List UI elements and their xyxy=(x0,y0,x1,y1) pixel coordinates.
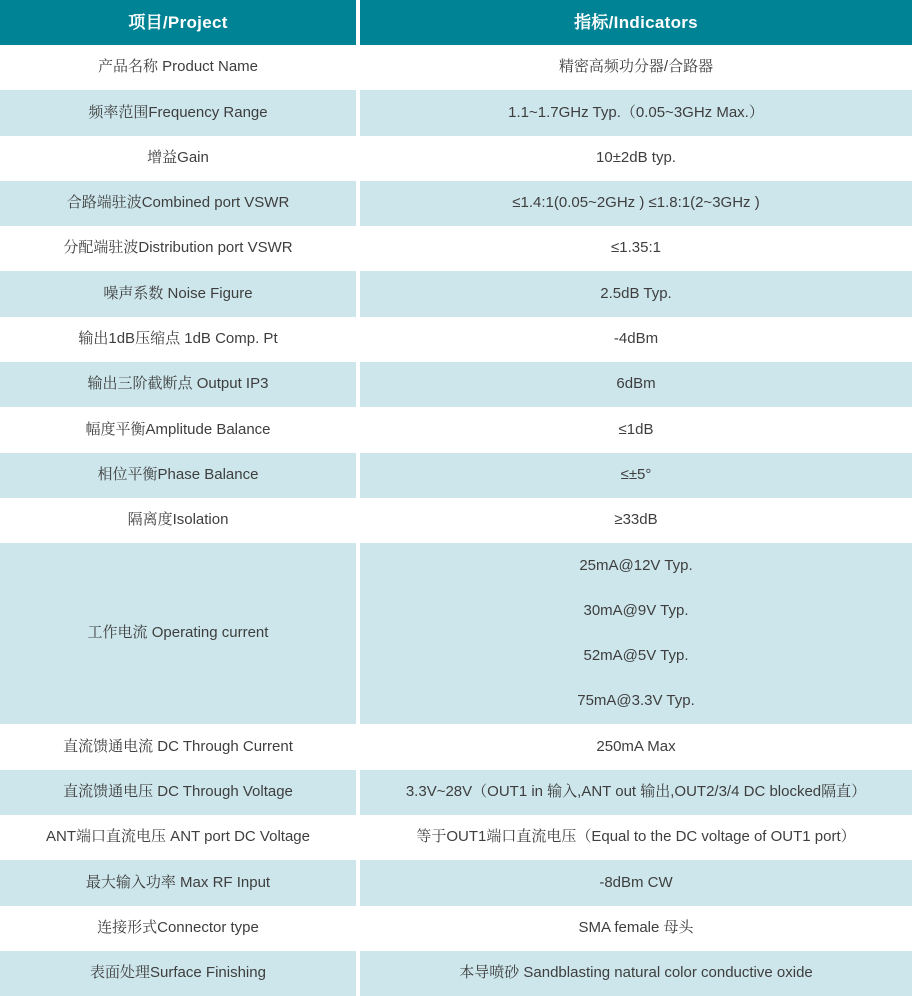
table-row xyxy=(0,906,912,951)
indicator-cell: 3.3V~28V（OUT1 in 输入,ANT out 输出,OUT2/3/4 DC blocked隔直） xyxy=(360,770,912,815)
table-row xyxy=(0,407,912,452)
table-row xyxy=(0,45,912,90)
indicator-cell: ≤1dB xyxy=(360,407,912,452)
project-cell: 连接形式Connector type xyxy=(0,906,356,951)
indicator-cell: 1.1~1.7GHz Typ.（0.05~3GHz Max.） xyxy=(360,90,912,135)
indicator-cell: ≤1.4:1(0.05~2GHz ) ≤1.8:1(2~3GHz ) xyxy=(360,181,912,226)
project-cell: 噪声系数 Noise Figure xyxy=(0,271,356,316)
table-row xyxy=(0,815,912,860)
indicator-cell: 10±2dB typ. xyxy=(360,136,912,181)
table-row xyxy=(0,181,912,226)
project-cell: 工作电流 Operating current xyxy=(0,543,356,724)
project-cell: 最大输入功率 Max RF Input xyxy=(0,860,356,905)
project-cell: 输出1dB压缩点 1dB Comp. Pt xyxy=(0,317,356,362)
indicator-cell: 250mA Max xyxy=(360,724,912,769)
project-cell: 产品名称 Product Name xyxy=(0,45,356,90)
indicator-cell: ≤±5° xyxy=(360,453,912,498)
indicator-cell: ≥33dB xyxy=(360,498,912,543)
indicator-cell: -4dBm xyxy=(360,317,912,362)
header-row xyxy=(0,0,912,45)
table-row xyxy=(0,226,912,271)
project-cell: 直流馈通电压 DC Through Voltage xyxy=(0,770,356,815)
indicator-cell: SMA female 母头 xyxy=(360,906,912,951)
table-row xyxy=(0,453,912,498)
indicator-cell: 本导喷砂 Sandblasting natural color conductive oxide xyxy=(360,951,912,996)
project-cell: 幅度平衡Amplitude Balance xyxy=(0,407,356,452)
indicator-line: 75mA@3.3V Typ. xyxy=(577,692,695,710)
header-project-cell: 项目/Project xyxy=(0,0,356,45)
indicator-cell: -8dBm CW xyxy=(360,860,912,905)
indicator-line: 30mA@9V Typ. xyxy=(583,601,689,619)
table-row xyxy=(0,860,912,905)
project-cell: 输出三阶截断点 Output IP3 xyxy=(0,362,356,407)
project-cell: 隔离度Isolation xyxy=(0,498,356,543)
table-row xyxy=(0,770,912,815)
indicator-cell: 精密高频功分器/合路器 xyxy=(360,45,912,90)
project-cell: 合路端驻波Combined port VSWR xyxy=(0,181,356,226)
table-row xyxy=(0,317,912,362)
indicator-cell: 2.5dB Typ. xyxy=(360,271,912,316)
table-row xyxy=(0,498,912,543)
project-cell: ANT端口直流电压 ANT port DC Voltage xyxy=(0,815,356,860)
table-row-operating-current xyxy=(0,543,912,724)
project-cell: 增益Gain xyxy=(0,136,356,181)
table-row xyxy=(0,271,912,316)
table-row xyxy=(0,90,912,135)
header-indicators-cell: 指标/Indicators xyxy=(360,0,912,45)
table-row xyxy=(0,951,912,996)
indicator-cell xyxy=(360,543,912,724)
indicator-cell: ≤1.35:1 xyxy=(360,226,912,271)
indicator-line: 52mA@5V Typ. xyxy=(583,647,689,665)
project-cell: 分配端驻波Distribution port VSWR xyxy=(0,226,356,271)
project-cell: 表面处理Surface Finishing xyxy=(0,951,356,996)
indicator-cell: 6dBm xyxy=(360,362,912,407)
table-row xyxy=(0,362,912,407)
project-cell: 频率范围Frequency Range xyxy=(0,90,356,135)
indicator-line: 25mA@12V Typ. xyxy=(579,556,693,574)
indicator-cell: 等于OUT1端口直流电压（Equal to the DC voltage of OUT1 port） xyxy=(360,815,912,860)
project-cell: 直流馈通电流 DC Through Current xyxy=(0,724,356,769)
table-row xyxy=(0,724,912,769)
project-cell: 相位平衡Phase Balance xyxy=(0,453,356,498)
table-row xyxy=(0,136,912,181)
